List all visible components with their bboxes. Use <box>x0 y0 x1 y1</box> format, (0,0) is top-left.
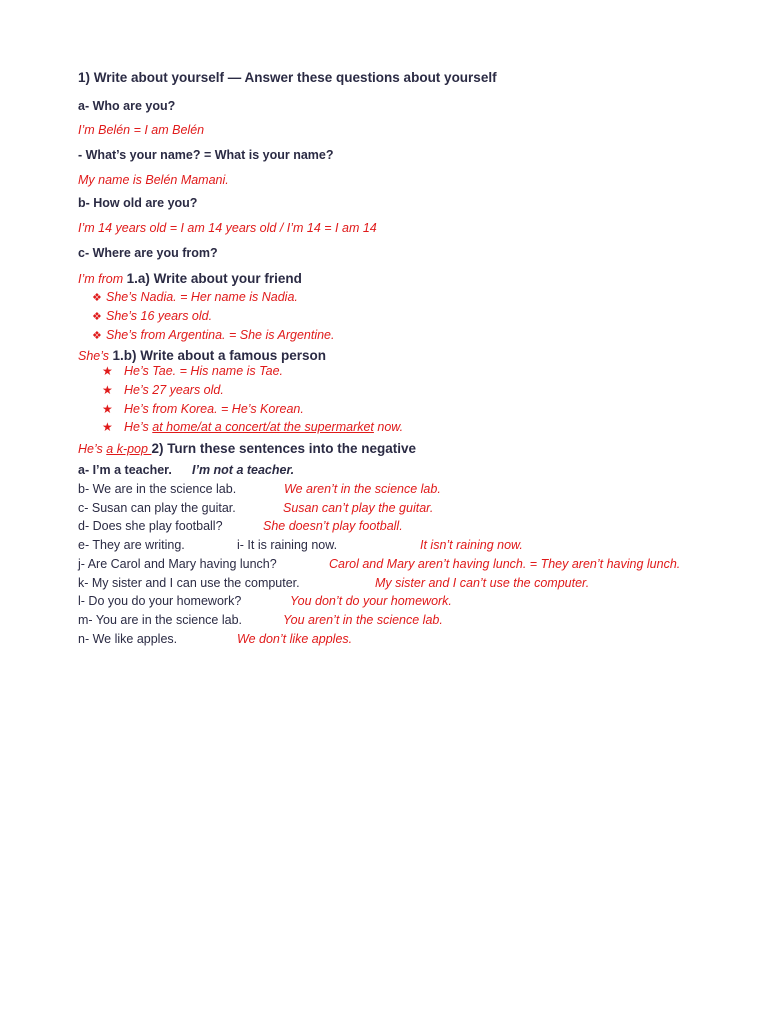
negative-answer: We aren’t in the science lab. <box>284 482 441 496</box>
negative-question: b- We are in the science lab. <box>78 482 237 496</box>
famous-person-item: ★ He’s at home/at a concert/at the supermarket now. <box>102 420 404 434</box>
diamond-bullet-icon: ❖ <box>92 311 102 323</box>
negative-answer: My sister and I can’t use the computer. <box>375 576 590 590</box>
famous-person-item: ★ He’s from Korea. = He’s Korean. <box>102 402 304 416</box>
negative-answer: Carol and Mary aren’t having lunch. = They aren’t having lunch. <box>329 557 681 571</box>
negative-answer: It isn’t raining now. <box>420 538 523 552</box>
negative-question-secondary: i- It is raining now. <box>237 538 338 552</box>
negative-question: a- I’m a teacher. <box>78 463 172 477</box>
famous-person-item: ★ He’s Tae. = His name is Tae. <box>102 364 283 378</box>
answer-who-are-you: I’m Belén = I am Belén <box>78 123 205 137</box>
negative-question: e- They are writing. <box>78 538 185 552</box>
section1b-title: 1.b) Write about a famous person <box>112 348 327 363</box>
negative-answer: I’m not a teacher. <box>192 463 295 477</box>
section2-title: 2) Turn these sentences into the negative <box>151 441 416 456</box>
negative-answer: You aren’t in the science lab. <box>283 613 443 627</box>
star-bullet-icon: ★ <box>102 364 113 378</box>
answer-name: My name is Belén Mamani. <box>78 173 229 187</box>
question-who-are-you: a- Who are you? <box>78 99 176 113</box>
section1a-title: 1.a) Write about your friend <box>126 271 302 286</box>
answer-from-prefix: I’m from <box>78 272 127 286</box>
negative-question: k- My sister and I can use the computer. <box>78 576 300 590</box>
diamond-bullet-icon: ❖ <box>92 292 102 304</box>
negative-answer: We don’t like apples. <box>237 632 353 646</box>
answer-friend-prefix: She’s <box>78 349 113 363</box>
negative-question: n- We like apples. <box>78 632 178 646</box>
friend-item: ❖ She’s 16 years old. <box>92 309 213 323</box>
negative-answer: Susan can’t play the guitar. <box>283 501 434 515</box>
section1-title: 1) Write about yourself — Answer these questions about yourself <box>78 70 497 85</box>
section2-heading-line: He’s a k-pop 2) Turn these sentences into the negative <box>78 441 416 456</box>
star-bullet-icon: ★ <box>102 402 113 416</box>
negative-question: l- Do you do your homework? <box>78 594 242 608</box>
friend-item: ❖ She’s Nadia. = Her name is Nadia. <box>92 290 298 304</box>
negative-question: c- Susan can play the guitar. <box>78 501 236 515</box>
question-from: c- Where are you from? <box>78 246 218 260</box>
friend-item: ❖ She’s from Argentina. = She is Argentine. <box>92 328 335 342</box>
diamond-bullet-icon: ❖ <box>92 330 102 342</box>
negative-question: m- You are in the science lab. <box>78 613 242 627</box>
negative-answer: You don’t do your homework. <box>290 594 452 608</box>
famous-person-item: ★ He’s 27 years old. <box>102 383 224 397</box>
answer-age: I’m 14 years old = I am 14 years old / I’m 14 = I am 14 <box>78 221 377 235</box>
negative-question: j- Are Carol and Mary having lunch? <box>78 557 277 571</box>
negative-answer: She doesn’t play football. <box>263 519 403 533</box>
star-bullet-icon: ★ <box>102 383 113 397</box>
section1a-heading-line <box>78 271 302 286</box>
question-name: - What’s your name? = What is your name? <box>78 148 334 162</box>
question-age: b- How old are you? <box>78 196 198 210</box>
star-bullet-icon: ★ <box>102 420 113 434</box>
negative-question: d- Does she play football? <box>78 519 223 533</box>
section1b-heading-line <box>78 348 326 363</box>
